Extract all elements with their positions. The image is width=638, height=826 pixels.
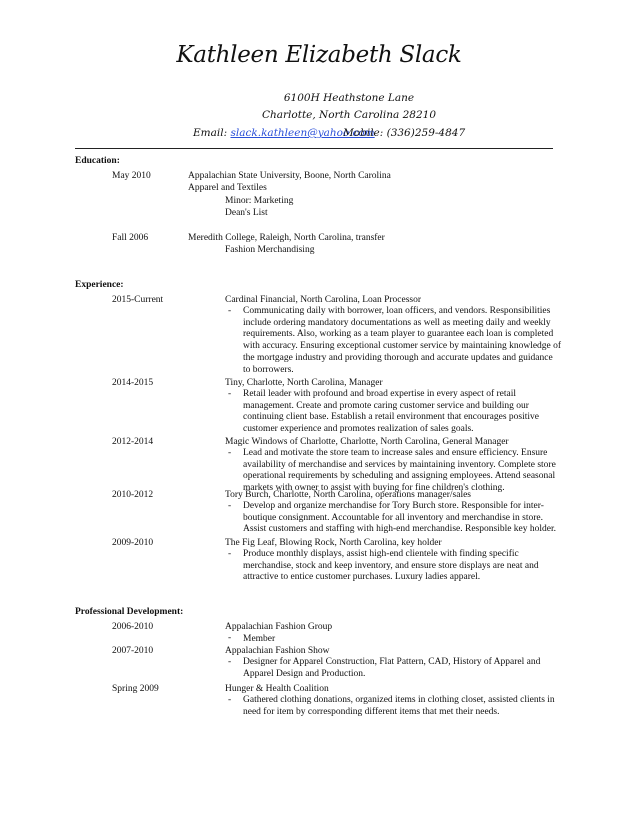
bullet-dash: - [228,389,232,399]
education-date: May 2010 [112,171,151,181]
bullet-dash: - [228,633,232,643]
bullet-dash: - [228,657,232,667]
email-link[interactable]: slack.kathleen@yahoo.com [230,127,375,139]
experience-description: Produce monthly displays, assist high-end clientele with finding specific merchandise, stock and keep inventory, and ensure store displays are neat and attractive to entice customer purchases. Luxury ladies apparel. [243,549,539,583]
bullet-dash: - [228,695,232,705]
bullet-dash: - [228,501,232,511]
experience-date: 2012-2014 [112,437,154,447]
education-school: Meredith College, Raleigh, North Carolina, transfer [188,233,385,243]
education-school: Appalachian State University, Boone, North Carolina [188,171,391,181]
education-program: Apparel and Textiles [188,183,267,193]
address-line-2: Charlotte, North Carolina 28210 [261,109,437,121]
experience-date: 2009-2010 [112,538,154,548]
professional-title: Hunger & Health Coalition [225,684,329,694]
experience-description: Retail leader with profound and broad expertise in every aspect of retail management. Create and promote caring customer service and building our continuing client base. Establish a retail environment that encourages positive customer experience and promotes realization of sales goals. [243,389,539,435]
professional-date: 2006-2010 [112,622,154,632]
experience-description: Develop and organize merchandise for Tory Burch store. Responsible for inter- boutique consignment. Accountable for all inventory and merchandise in store. Assist customers and staffing with high-end merchandise. Responsible key holder. [243,501,557,535]
experience-title: Tory Burch, Charlotte, North Carolina, operations manager/sales [225,490,472,500]
experience-title: Tiny, Charlotte, North Carolina, Manager [225,378,383,388]
experience-date: 2010-2012 [112,490,154,500]
mobile-number: Mobile: (336)259-4847 [343,127,466,139]
professional-date: Spring 2009 [112,684,159,694]
bullet-dash: - [228,448,232,458]
experience-heading: Experience: [75,280,124,290]
professional-title: Appalachian Fashion Show [225,646,330,656]
email-label: Email: [193,127,231,139]
experience-description: Lead and motivate the store team to increase sales and ensure efficiency. Ensure availability of merchandise and services by maintaining inventory. Complete store operational requirements by scheduling and assigning employees. Attend seasonal markets with owner to assist with buying for fine children's clothing. [243,448,556,494]
resume-name: Kathleen Elizabeth Slack [176,42,462,68]
experience-description: Communicating daily with borrower, loan officers, and vendors. Responsibilities include ordering mandatory documentations as well as meeting daily and weekly requirements. Also, working as a team player to guarantee each loan is completed with accuracy. Ensuring exceptional customer service by maintaining knowledge of the mortgage industry and providing thorough and accurate updates and guidance to borrowers. [243,306,562,375]
professional-heading: Professional Development: [75,607,184,617]
professional-description: Member [243,634,276,644]
experience-title: Magic Windows of Charlotte, Charlotte, North Carolina, General Manager [225,437,509,447]
contact-line [193,127,466,139]
professional-date: 2007-2010 [112,646,154,656]
address-line-1: 6100H Heathstone Lane [283,92,415,104]
experience-date: 2014-2015 [112,378,154,388]
professional-description: Designer for Apparel Construction, Flat Pattern, CAD, History of Apparel and Apparel Design and Production. [243,657,541,679]
professional-title: Appalachian Fashion Group [225,622,333,632]
experience-title: The Fig Leaf, Blowing Rock, North Carolina, key holder [225,538,442,548]
education-date: Fall 2006 [112,233,149,243]
professional-description: Gathered clothing donations, organized items in clothing closet, assisted clients in need for item by corresponding different items that met their needs. [243,695,555,717]
bullet-dash: - [228,306,232,316]
education-heading: Education: [75,156,120,166]
education-honor: Dean's List [225,208,268,218]
education-program: Fashion Merchandising [225,245,315,255]
bullet-dash: - [228,549,232,559]
experience-date: 2015-Current [112,295,164,305]
experience-title: Cardinal Financial, North Carolina, Loan Processor [225,295,422,305]
education-minor: Minor: Marketing [225,196,294,206]
header-divider [75,148,553,149]
